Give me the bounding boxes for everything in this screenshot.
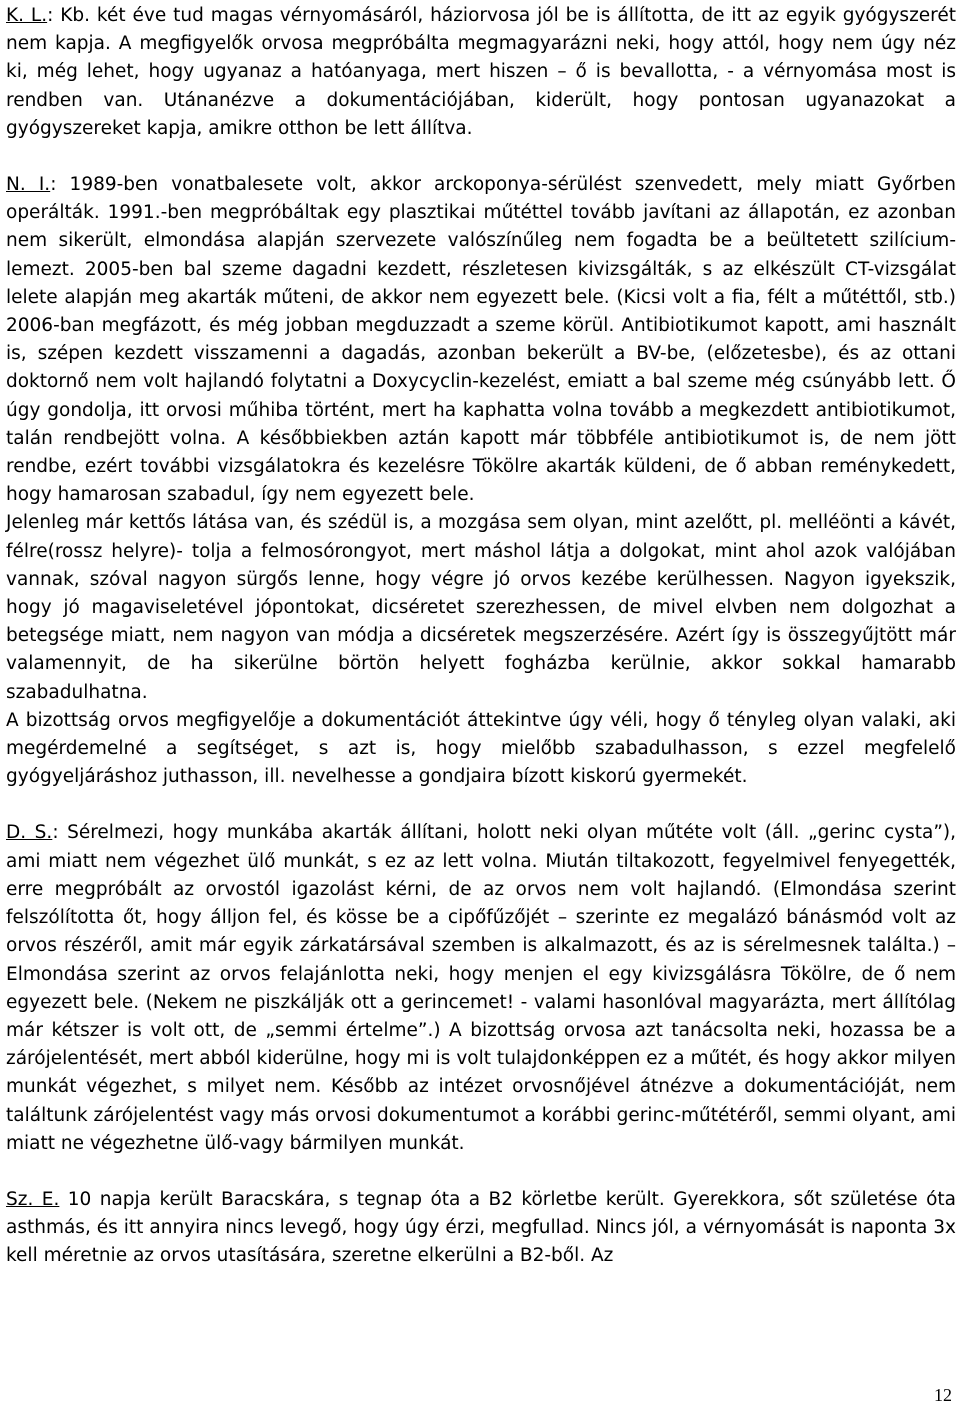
- paragraph-text: A bizottság orvos megfigyelője a dokumentációt áttekintve úgy véli, hogy ő tényleg olyan valaki, aki megérdemelné a segítséget, s azt is, hogy mielőbb szabadulhasson, s ezzel megfelelő gyógyeljáráshoz juthasson, ill. nevelhesse a gondjaira bízott kiskorú gyermekét.: [6, 709, 956, 788]
- paragraph-k-l: [6, 2, 956, 143]
- paragraph-text: : 1989-ben vonatbalesete volt, akkor arckoponya-sérülést szenvedett, mely miatt Győrben operálták. 1991.-ben megpróbáltak egy plasztikai műtéttel tovább javítani az állapotán, ez azonban nem sikerült, elmondása alapján szervezete valószínűleg nem fogadta be a beültetett szilícium-lemezt. 2005-ben bal szeme dagadni kezdett, részletesen kivizsgálták, s az elkészült CT-vizsgálat lelete alapján meg akarták műteni, de akkor nem egyezett bele. (Kicsi volt a fia, félt a műtéttől, stb.) 2006-ban megfázott, és még jobban megduzzadt a szeme körül. Antibiotikumot kapott, ami használt is, szépen kezdett visszamenni a dagadás, azonban bekerült a BV-be, (előzetesbe), és az ottani doktornő nem volt hajlandó folytatni a Doxycyclin-kezelést, emiatt a bal szeme még csúnyább lett. Ő úgy gondolja, itt orvosi műhiba történt, mert ha kaphatta volna tovább a megkezdett antibiotikumot, talán rendbejött volna. A későbbiekben aztán kapott már többféle antibiotikumot is, de nem jött rendbe, ezért további vizsgálatokra és kezelésre Tökölre akarták küldeni, de ő abban reménykedett, hogy hamarosan szabadul, így nem egyezett bele.: [6, 174, 957, 506]
- paragraph-sz-e: [6, 1186, 956, 1271]
- paragraph-n-i: [6, 171, 956, 509]
- paragraph-text: : Kb. két éve tud magas vérnyomásáról, háziorvosa jól be is állította, de itt az egyik gyógyszerét nem kapja. A megfigyelők orvosa megpróbálta megmagyarázni neki, hogy attól, hogy nem úgy néz ki, még lehet, hogy ugyanaz a hatóanyaga, mert hiszen – ő is bevallotta, - a vérnyomása most is rendben van. Utánanézve a dokumentációjában, kiderült, hogy pontosan ugyanazokat a gyógyszereket kapja, amikre otthon be lett állítva.: [6, 5, 956, 139]
- paragraph-text: 10 napja került Baracskára, s tegnap óta a B2 körletbe került. Gyerekkora, sőt születése óta asthmás, és itt annyira nincs levegő, hogy úgy érzi, megfullad. Nincs jól, a vérnyomását is naponta 3x kell méretnie az orvos utasítására, szeretne elkerülni a B2-ből. Az: [6, 1188, 957, 1267]
- paragraph-jelenleg: [6, 509, 956, 706]
- initials-n-i: N. I.: [6, 174, 51, 196]
- paragraph-text: Jelenleg már kettős látása van, és szédül is, a mozgása sem olyan, mint azelőtt, pl. melléönti a kávét, félre(rossz helyre)- tolja a felmosórongyot, mert máshol látja a dolgokat, mint ahol azok valójában vannak, szóval nagyon sürgős lenne, hogy végre jó orvos kezébe kerülhessen. Nagyon igyekszik, hogy jó magaviseletével jópontokat, dicséretet szerezhessen, de mivel elvben nem dolgozhat a betegsége miatt, nem nagyon van módja a dicséretek megszerzésére. Azért így is összegyűjtött már valamennyit, de ha sikerülne börtön helyett fogházba kerülnie, akkor sokkal hamarabb szabadulhatna.: [6, 512, 956, 703]
- initials-sz-e: Sz. E.: [6, 1188, 60, 1210]
- page-number: 12: [934, 1385, 952, 1405]
- initials-k-l: K. L.: [6, 5, 48, 26]
- paragraph-d-s: [6, 819, 956, 1157]
- paragraph-bizottsag: [6, 707, 956, 792]
- document-page: [6, 2, 956, 1271]
- paragraph-text: : Sérelmezi, hogy munkába akarták állítani, holott neki olyan műtéte volt (áll. „gerinc cysta”), ami miatt nem végezhet ülő munkát, s ez az lett volna. Miután tiltakozott, fegyelmivel fenyegették, erre megpróbált az orvostól igazolást kérni, de az orvos nem volt hajlandó. (Elmondása szerint felszólította őt, hogy álljon fel, és kösse be a cipőfűzőjét – szerinte ez megalázó bánásmód volt az orvos részéről, amit már egyik zárkatársával szemben is alkalmazott, és az is sérelmesnek találta.) – Elmondása szerint az orvos felajánlotta neki, hogy menjen el egy kivizsgálásra Tökölre, de ő nem egyezett bele. (Nekem ne piszkálják ott a gerincemet! - valami hasonlóval magyarázta, mert állítólag már kétszer is volt ott, de „semmi értelme”.) A bizottság orvosa azt tanácsolta neki, hozassa be a zárójelentését, mert abból kiderülne, hogy mi is volt tulajdonképpen ez a műtét, és hogy akkor milyen munkát végezhet, s milyet nem. Később az intézet orvosnőjével átnézve a dokumentációját, nem találtunk zárójelentést vagy más orvosi dokumentumot a korábbi gerinc-műtétéről, semmi olyant, ami miatt ne végezhetne ülő-vagy bármilyen munkát.: [6, 822, 956, 1154]
- initials-d-s: D. S.: [6, 822, 53, 844]
